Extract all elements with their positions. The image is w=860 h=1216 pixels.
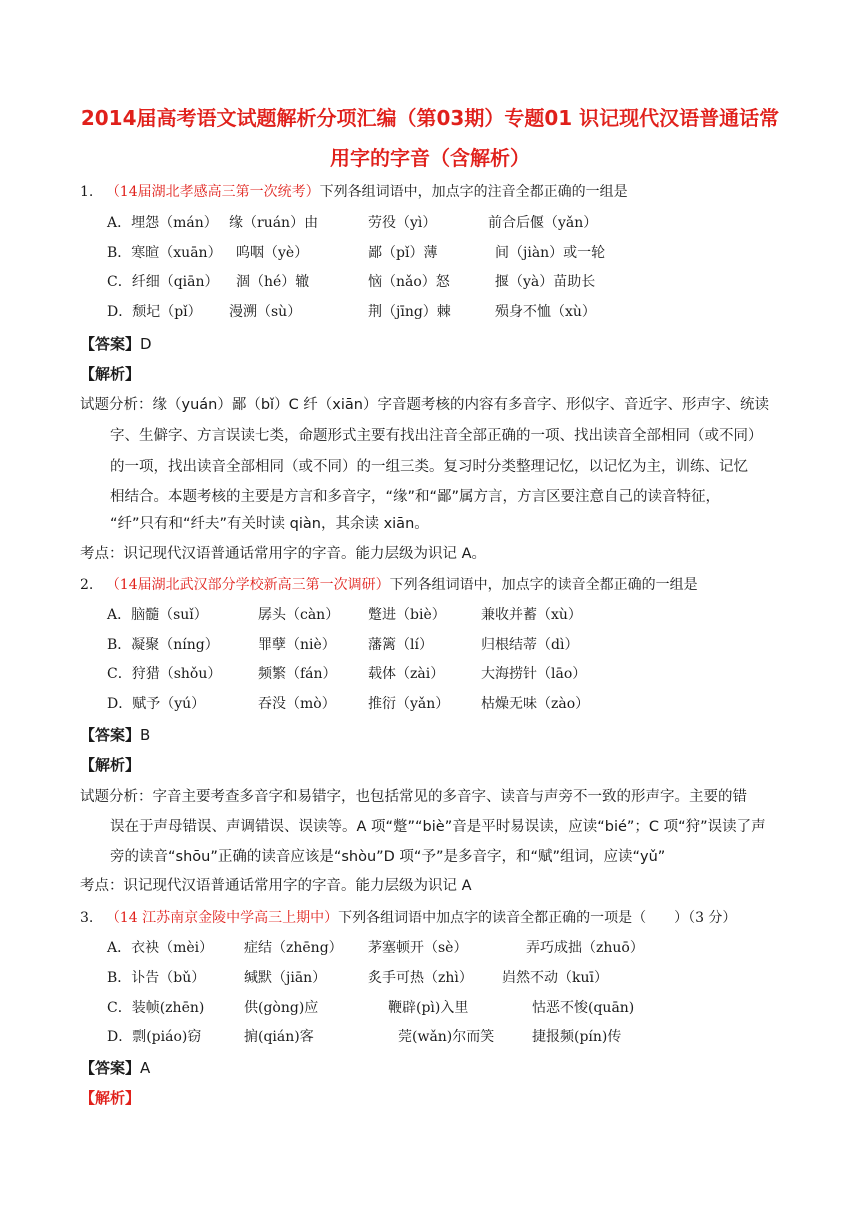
q2-analysis-line-2: 误在于声母错误、声调错误、误读等。A 项“蹩”“biè”音是平时易误读，应读“bié”；C 项“狩”误读了声 <box>110 819 766 835</box>
q2-point: 考点：识记现代汉语普通话常用字的字音。能力层级为识记 A <box>80 878 472 894</box>
q1-option-b-3: 鄙（pǐ）薄 <box>368 245 438 261</box>
q1-analysis-label: 【解析】 <box>80 365 141 383</box>
answer-label: 【答案】 <box>80 1059 141 1077</box>
q3-option-a-2: 症结（zhēng） <box>244 940 343 956</box>
q3-option-c-4: 怙恶不悛(quān) <box>532 1000 635 1016</box>
q1-option-a-3: 劳役（yì） <box>368 215 437 231</box>
q2-option-d-2: 吞没（mò） <box>258 696 336 712</box>
q2-option-c-3: 载体（zài） <box>368 666 445 682</box>
q3-option-c-1: C．装帧(zhēn) <box>107 1000 205 1016</box>
q1-option-b-2: 呜咽（yè） <box>236 245 309 261</box>
q1-analysis-line-3: 的一项，找出读音全部相同（或不同）的一组三类。复习时分类整理记忆，以记忆为主，训练、记忆 <box>110 459 748 475</box>
answer-value: D <box>140 335 152 353</box>
q1-analysis-line-1: 试题分析：缘（yuán）鄙（bǐ）C 纤（xiān）字音题考核的内容有多音字、形似字、音近字、形声字、统读 <box>80 397 769 413</box>
q1-option-c-3: 恼（nǎo）怒 <box>368 274 450 290</box>
question-source: （14届湖北武汉部分学校新高三第一次调研） <box>105 577 390 593</box>
question-3-stem <box>80 907 736 927</box>
answer-value: B <box>140 726 151 744</box>
q2-option-b-4: 归根结蒂（dì） <box>481 637 579 653</box>
answer-value: A <box>140 1059 151 1077</box>
q1-option-c-4: 揠（yà）苗助长 <box>495 274 596 290</box>
q2-option-c-1: C．狩猎（shǒu） <box>107 666 222 682</box>
q2-analysis-line-3: 旁的读音“shōu”正确的读音应该是“shòu”D 项“予”是多音字，和“赋”组词，应读“yǔ” <box>110 849 666 865</box>
q1-option-d-1: D．颓圮（pǐ） <box>107 304 202 320</box>
q1-analysis-line-4: 相结合。本题考核的主要是方言和多音字，“缘”和“鄙”属方言，方言区要注意自己的读音特征， <box>110 489 721 505</box>
q1-option-a-4: 前合后偃（yǎn） <box>488 215 598 231</box>
q2-analysis-line-1: 试题分析：字音主要考查多音字和易错字，也包括常见的多音字、读音与声旁不一致的形声字。主要的错 <box>80 789 747 805</box>
question-number: 3. <box>80 910 94 926</box>
question-1-stem <box>80 181 628 201</box>
q3-option-d-4: 捷报频(pín)传 <box>532 1029 622 1045</box>
question-text: 下列各组词语中，加点字的读音全都正确的一组是 <box>389 577 698 593</box>
q2-analysis-label: 【解析】 <box>80 756 141 774</box>
question-source: （14 江苏南京金陵中学高三上期中） <box>105 910 339 926</box>
q2-option-c-2: 频繁（fán） <box>258 666 337 682</box>
q1-option-c-2: 涸（hé）辙 <box>236 274 310 290</box>
q1-option-b-1: B．寒暄（xuān） <box>107 245 222 261</box>
title-line-1: 2014届高考语文试题解析分项汇编（第03期）专题01 识记现代汉语普通话常 <box>80 106 780 130</box>
q2-option-a-2: 孱头（càn） <box>258 607 340 623</box>
q2-option-d-3: 推衍（yǎn） <box>368 696 450 712</box>
q3-option-b-3: 炙手可热（zhì） <box>368 970 473 986</box>
answer-label: 【答案】 <box>80 726 141 744</box>
q3-option-a-1: A．衣袂（mèi） <box>107 940 214 956</box>
q3-answer <box>80 1057 150 1078</box>
q2-option-d-4: 枯燥无味（zào） <box>481 696 590 712</box>
q2-option-a-4: 兼收并蓄（xù） <box>481 607 582 623</box>
q1-analysis-line-5: “纤”只有和“纤夫”有关时读 qiàn，其余读 xiān。 <box>110 516 429 532</box>
q3-option-d-1: D．剽(piáo)窃 <box>107 1029 202 1045</box>
q3-option-d-3: 莞(wǎn)尔而笑 <box>398 1029 495 1045</box>
q1-analysis-line-2: 字、生僻字、方言误读七类，命题形式主要有找出注音全部正确的一项、找出读音全部相同（或不同） <box>110 428 763 444</box>
q1-option-b-4: 间（jiàn）或一轮 <box>495 245 606 261</box>
q3-option-b-4: 岿然不动（kuī） <box>502 970 608 986</box>
q1-option-d-4: 殒身不恤（xù） <box>495 304 596 320</box>
q3-option-a-3: 茅塞顿开（sè） <box>368 940 468 956</box>
q1-option-c-1: C．纤细（qiān） <box>107 274 219 290</box>
q2-option-a-1: A．脑髓（suǐ） <box>107 607 208 623</box>
q2-option-b-1: B．凝聚（níng） <box>107 637 219 653</box>
q3-analysis-label: 【解析】 <box>80 1089 141 1107</box>
q2-option-b-2: 罪孽（niè） <box>258 637 336 653</box>
q2-option-b-3: 藩篱（lí） <box>368 637 433 653</box>
q1-answer <box>80 333 152 354</box>
q3-option-b-2: 缄默（jiān） <box>244 970 327 986</box>
q1-point: 考点：识记现代汉语普通话常用字的字音。能力层级为识记 A。 <box>80 546 487 562</box>
question-text: 下列各组词语中加点字的读音全都正确的一项是（ ）（3 分） <box>338 910 737 926</box>
q3-option-c-2: 供(gòng)应 <box>244 1000 319 1016</box>
question-number: 1. <box>80 184 94 200</box>
question-number: 2. <box>80 577 94 593</box>
question-2-stem <box>80 574 698 594</box>
q1-option-d-2: 漫溯（sù） <box>229 304 302 320</box>
q2-option-d-1: D．赋予（yú） <box>107 696 206 712</box>
document-title <box>60 98 800 178</box>
q2-option-c-4: 大海捞针（lāo） <box>481 666 587 682</box>
title-line-2: 用字的字音（含解析） <box>330 146 530 170</box>
q3-option-d-2: 掮(qián)客 <box>244 1029 314 1045</box>
answer-label: 【答案】 <box>80 335 141 353</box>
question-text: 下列各组词语中，加点字的注音全都正确的一组是 <box>319 184 628 200</box>
q3-option-c-3: 鞭辟(pì)入里 <box>388 1000 469 1016</box>
question-source: （14届湖北孝感高三第一次统考） <box>105 184 320 200</box>
q2-option-a-3: 蹩进（biè） <box>368 607 446 623</box>
q1-option-a-2: 缘（ruán）由 <box>229 215 319 231</box>
q2-answer <box>80 724 150 745</box>
q1-option-a-1: A．埋怨（mán） <box>107 215 218 231</box>
q3-option-a-4: 弄巧成拙（zhuō） <box>526 940 644 956</box>
q3-option-b-1: B．讣告（bǔ） <box>107 970 206 986</box>
q1-option-d-3: 荆（jīng）棘 <box>368 304 451 320</box>
